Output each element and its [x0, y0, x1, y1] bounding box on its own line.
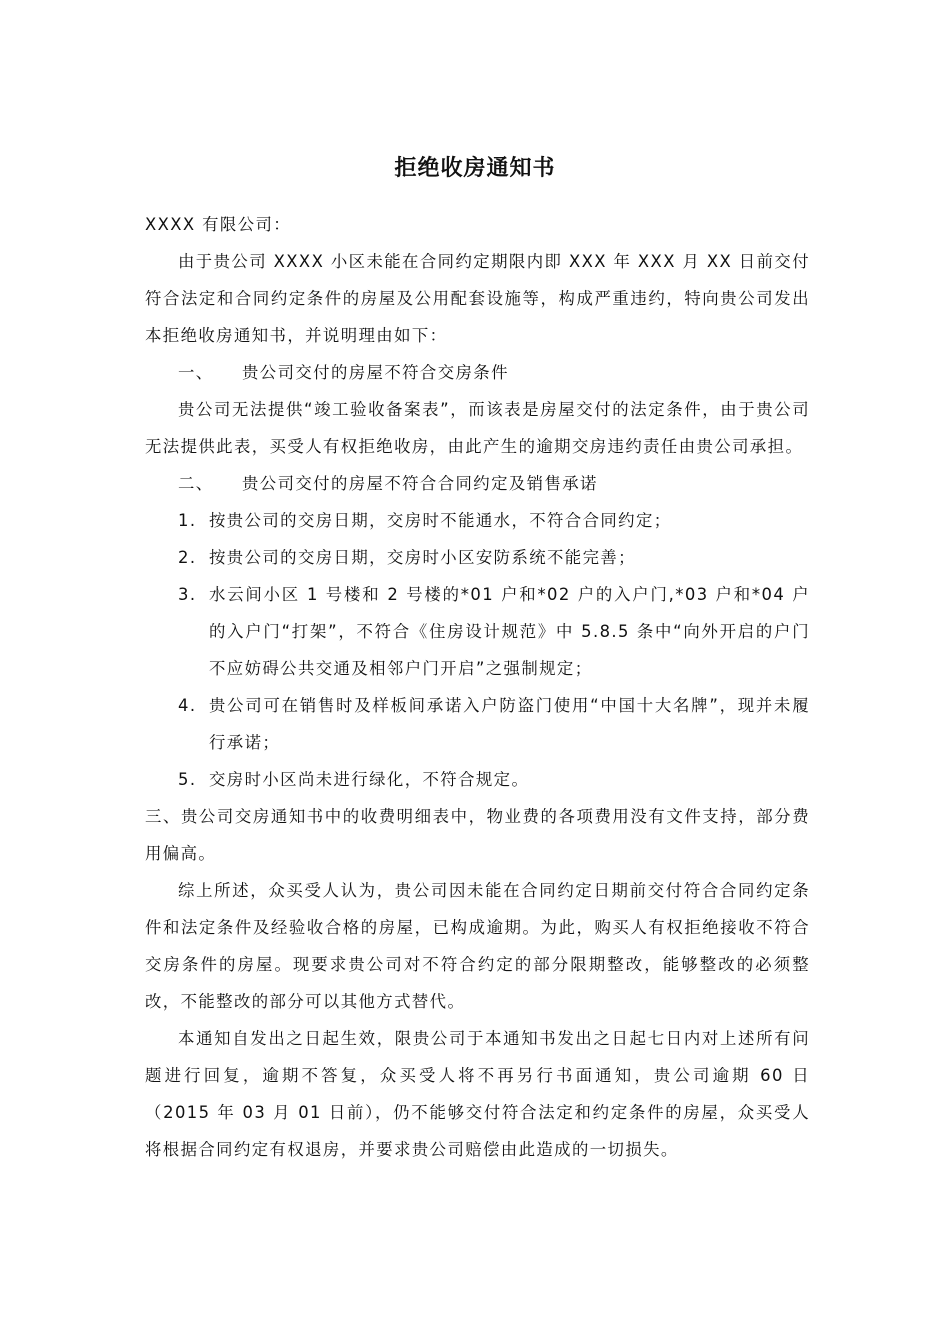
document-body [145, 206, 810, 1168]
list-item-number: 3. [178, 585, 197, 604]
list-item [145, 539, 810, 576]
section-1-heading [145, 354, 810, 391]
list-item-text: 贵公司可在销售时及样板间承诺入户防盗门使用“中国十大名牌”，现并未履行承诺； [209, 696, 810, 752]
list-item [145, 687, 810, 761]
section-2-heading [145, 465, 810, 502]
closing-paragraph: 本通知自发出之日起生效，限贵公司于本通知书发出之日起七日内对上述所有问题进行回复，逾期不答复，众买受人将不再另行书面通知，贵公司逾期 60 日（2015 年 03 月 01 日前），仍不能够交付符合法定和约定条件的房屋，众买受人将根据合同约定有权退房，并要求贵公司赔偿由此造成的一切损失。 [145, 1029, 810, 1159]
list-item-number: 2. [178, 548, 197, 567]
conclusion-paragraph: 综上所述，众买受人认为，贵公司因未能在合同约定日期前交付符合合同约定条件和法定条件及经验收合格的房屋，已构成逾期。为此，购买人有权拒绝接收不符合交房条件的房屋。现要求贵公司对不符合约定的部分限期整改，能够整改的必须整改，不能整改的部分可以其他方式替代。 [145, 881, 810, 1011]
document-title: 拒绝收房通知书 [394, 156, 556, 181]
section-2-title: 贵公司交付的房屋不符合合同约定及销售承诺 [242, 474, 598, 493]
list-item-text: 水云间小区 1 号楼和 2 号楼的*01 户和*02 户的入户门,*03 户和*04 户的入户门“打架”，不符合《住房设计规范》中 5.8.5 条中“向外开启的户门不应妨碍公共交通及相邻户门开启”之强制规定； [209, 585, 810, 678]
salutation: XXXX 有限公司： [145, 215, 292, 234]
list-item-text: 按贵公司的交房日期，交房时不能通水，不符合合同约定； [209, 511, 672, 530]
list-item [145, 576, 810, 687]
section-1-title: 贵公司交付的房屋不符合交房条件 [242, 363, 509, 382]
list-item-text: 按贵公司的交房日期，交房时小区安防系统不能完善； [209, 548, 636, 567]
list-item-number: 4. [178, 696, 197, 715]
section-1-paragraph: 贵公司无法提供“竣工验收备案表”，而该表是房屋交付的法定条件，由于贵公司无法提供此表，买受人有权拒绝收房，由此产生的逾期交房违约责任由贵公司承担。 [145, 400, 810, 456]
list-item-number: 1. [178, 511, 197, 530]
list-item-number: 5. [178, 770, 197, 789]
list-item [145, 761, 810, 798]
intro-paragraph: 由于贵公司 XXXX 小区未能在合同约定期限内即 XXX 年 XXX 月 XX 日前交付符合法定和合同约定条件的房屋及公用配套设施等，构成严重违约，特向贵公司发出本拒绝收房通知书，并说明理由如下： [145, 252, 810, 345]
section-3-paragraph: 三、贵公司交房通知书中的收费明细表中，物业费的各项费用没有文件支持，部分费用偏高。 [145, 807, 810, 863]
section-1-number: 一、 [178, 363, 214, 382]
list-item [145, 502, 810, 539]
section-2-list [145, 502, 810, 798]
list-item-text: 交房时小区尚未进行绿化，不符合规定。 [209, 770, 530, 789]
section-2-number: 二、 [178, 474, 214, 493]
